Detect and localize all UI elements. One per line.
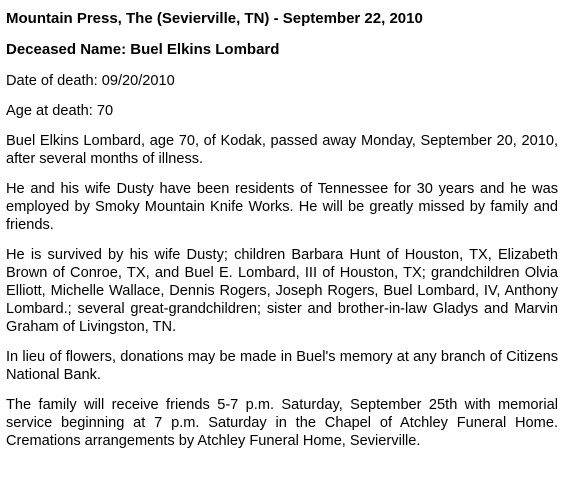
date-of-death: Date of death: 09/20/2010 xyxy=(6,73,175,89)
obituary-paragraph-services: The family will receive friends 5-7 p.m. Saturday, September 25th with memorial service beginning at 7 p.m. Saturday in the Chapel of Atchley Funeral Home. Cremations arrangements by Atchley Funeral Home, Sevierville. xyxy=(6,397,558,449)
deceased-name-heading: Deceased Name: Buel Elkins Lombard xyxy=(6,41,280,58)
age-at-death: Age at death: 70 xyxy=(6,103,114,119)
obituary-paragraph-survivors: He is survived by his wife Dusty; children Barbara Hunt of Houston, TX, Elizabeth Brown of Conroe, TX, and Buel E. Lombard, III of Houston, TX; grandchildren Olvia Elliott, Michelle Wallace, Dennis Rogers, Joseph Rogers, Buel Lombard, IV, Anthony Lombard.; several great-grandchildren; sister and brother-in-law Gladys and Marvin Graham of Livingston, TN. xyxy=(6,247,558,335)
obituary-paragraph-residence: He and his wife Dusty have been residents of Tennessee for 30 years and he was employed by Smoky Mountain Knife Works. He will be greatly missed by family and friends. xyxy=(6,181,558,233)
source-heading: Mountain Press, The (Sevierville, TN) - September 22, 2010 xyxy=(6,10,423,27)
obituary-paragraph-donations: In lieu of flowers, donations may be made in Buel's memory at any branch of Citizens National Bank. xyxy=(6,349,558,383)
obituary-paragraph-intro: Buel Elkins Lombard, age 70, of Kodak, passed away Monday, September 20, 2010, after several months of illness. xyxy=(6,133,558,167)
